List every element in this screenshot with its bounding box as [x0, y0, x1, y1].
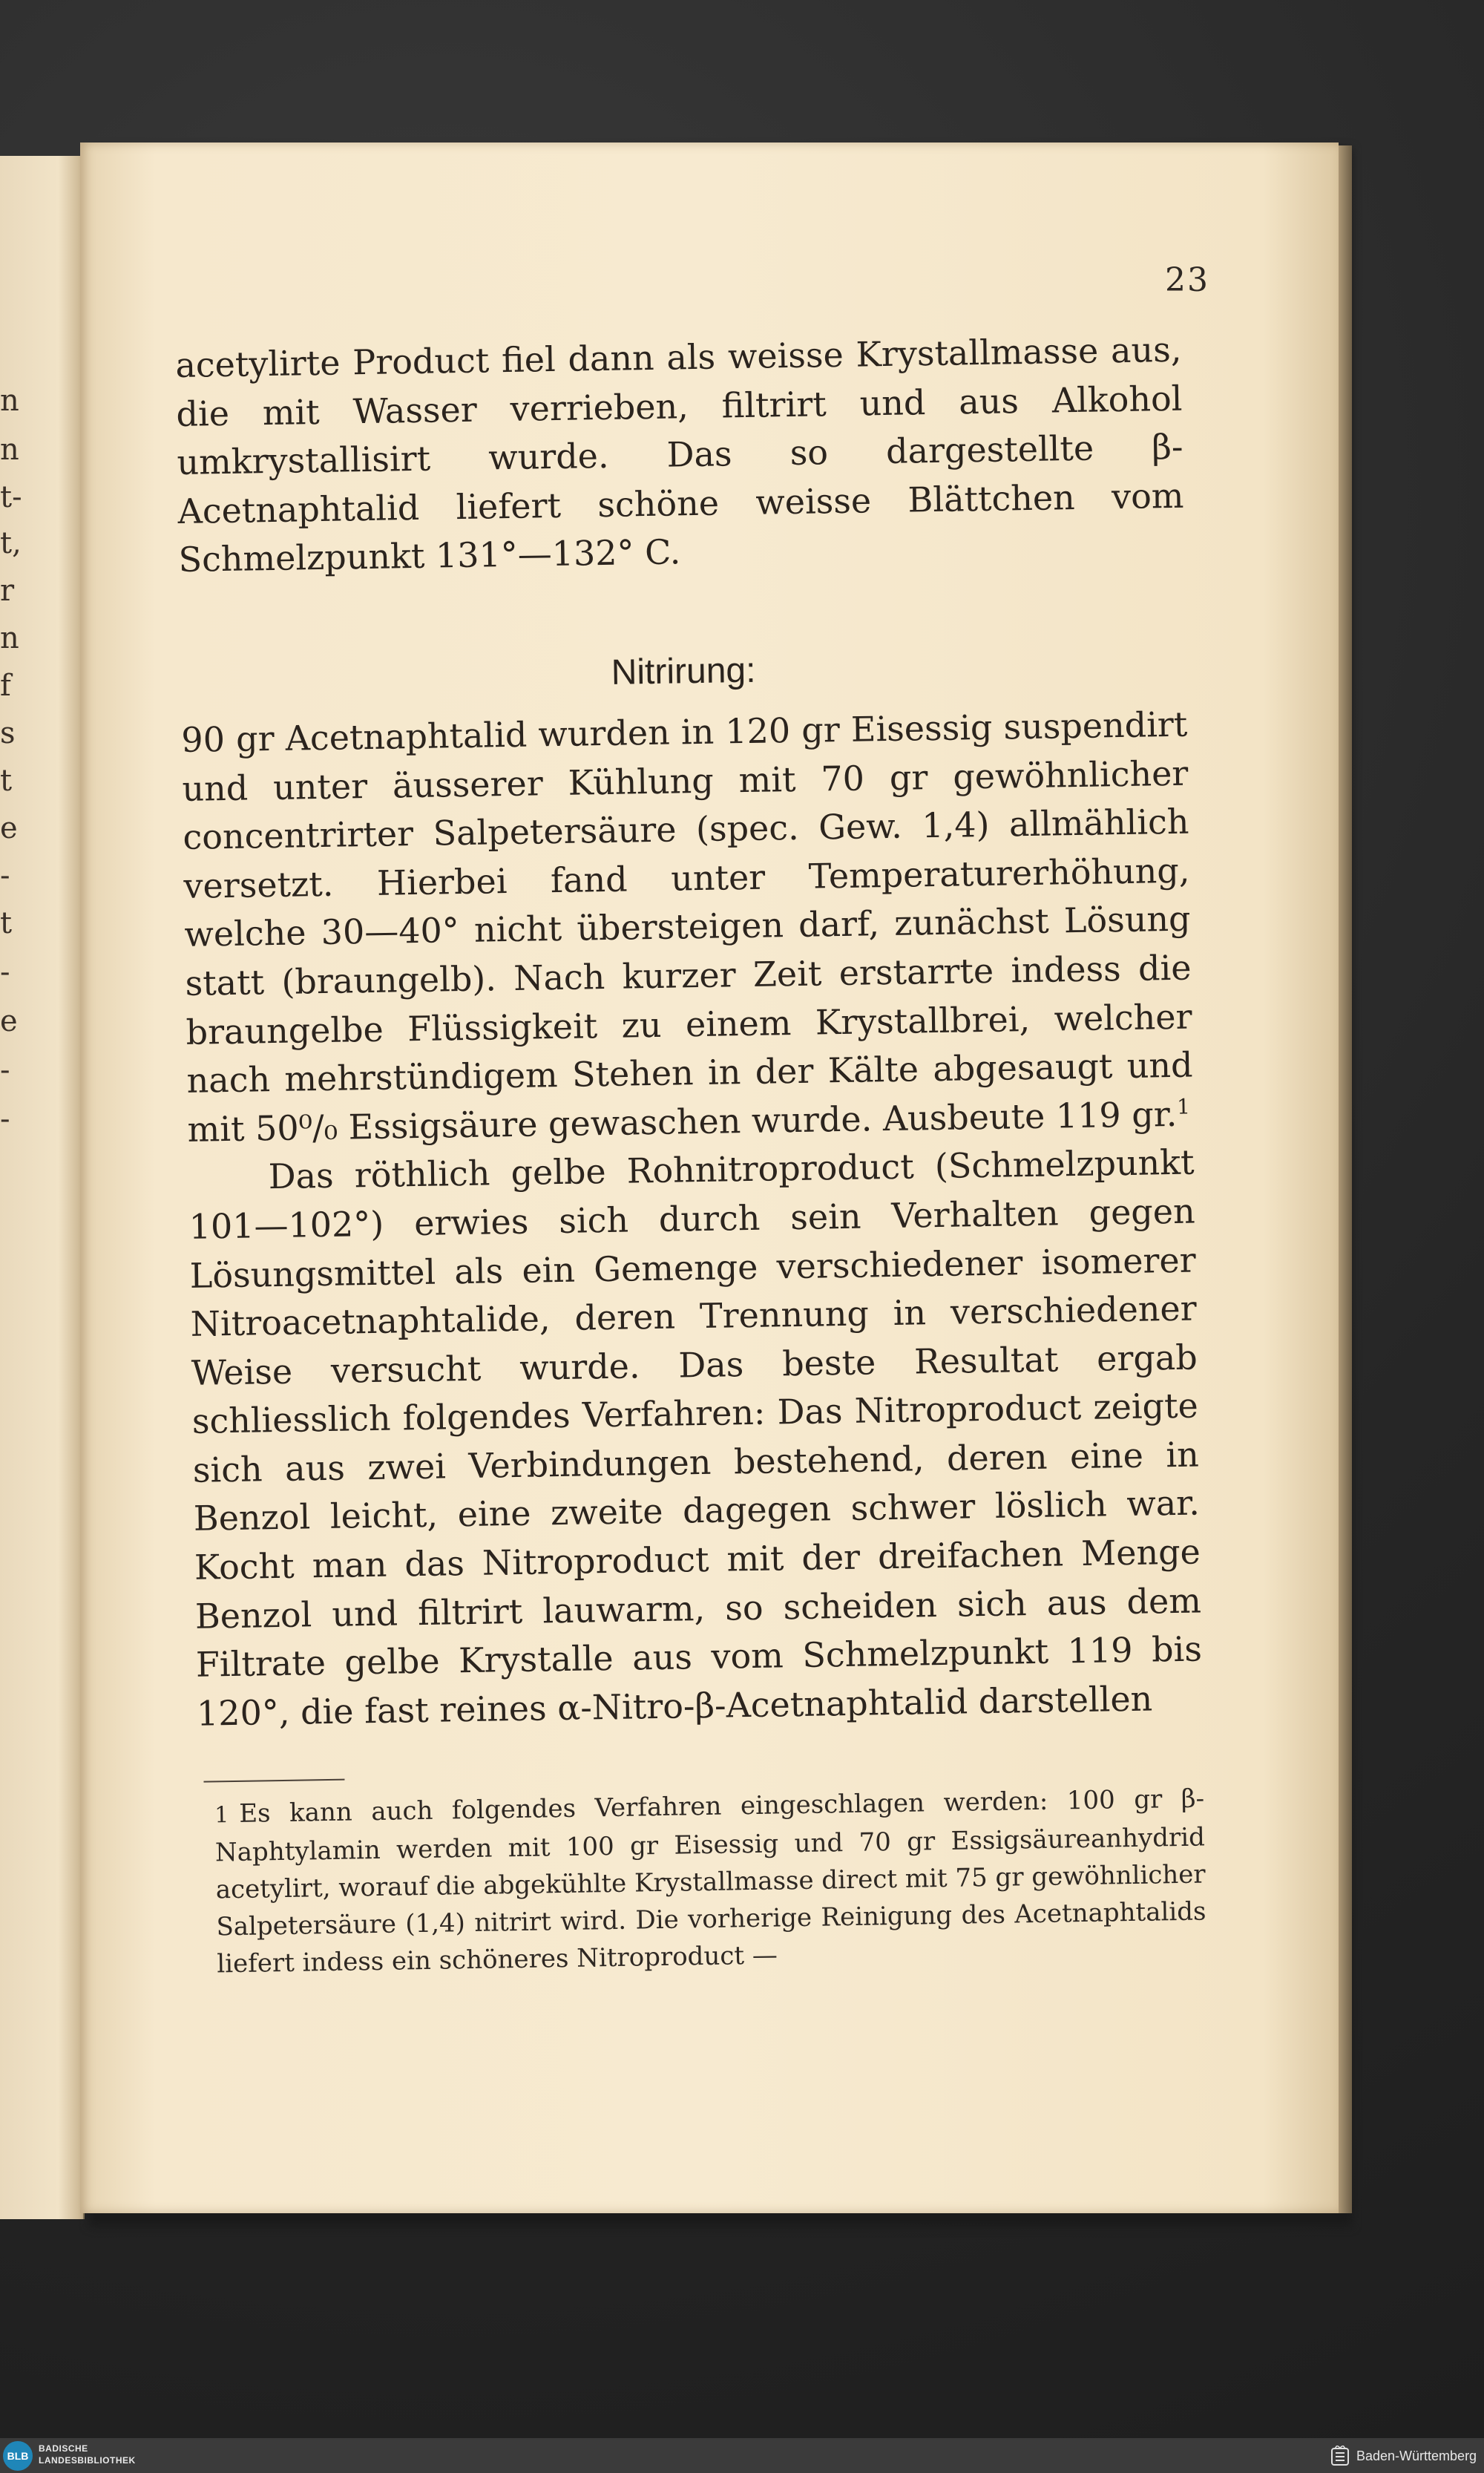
- left-page-fragment: e: [0, 811, 18, 845]
- blb-logo-icon[interactable]: BLB: [3, 2441, 33, 2471]
- left-page-edge: [0, 156, 85, 2219]
- left-page-fragment: e: [0, 1004, 18, 1038]
- page-number: 23: [1165, 261, 1209, 299]
- section-heading: Nitrirung:: [611, 650, 756, 692]
- library-name-line-1: BADISCHE: [39, 2443, 88, 2454]
- left-page-fragment: -: [0, 1053, 10, 1087]
- paragraph-nitration: [181, 701, 1194, 1155]
- left-page-fragment: -: [0, 1102, 10, 1136]
- left-page-fragment: n: [0, 621, 19, 655]
- left-page-fragment: t-: [0, 480, 22, 514]
- footnote-reference: 1: [1176, 1094, 1191, 1119]
- left-page-fragment: t,: [0, 526, 22, 560]
- baden-wuerttemberg-crest-icon: [1330, 2446, 1350, 2466]
- left-page-fragment: t: [0, 906, 13, 940]
- paragraph-acetylation: acetylirte Product fiel dann als weisse Krystallmasse aus, die mit Wasser verrieben, filtrirt und aus Alkohol umkrystallisirt wurde. Das so dargestellte β-Acetnaphtalid liefert schöne weisse Blättchen vom Schmelzpunkt 131°—132° C.: [175, 329, 1184, 580]
- left-page-fragment: n: [0, 384, 19, 418]
- library-name: [39, 2443, 136, 2466]
- footnote-number: 1: [214, 1802, 229, 1829]
- left-page-fragment: s: [0, 716, 16, 750]
- left-page-fragment: t: [0, 764, 13, 798]
- left-page-fragment: f: [0, 669, 11, 703]
- left-page-fragment: -: [0, 859, 10, 893]
- library-footer-bar: [0, 2438, 1484, 2473]
- footnote: [198, 1781, 1207, 1983]
- paragraph-separation: Das röthlich gelbe Rohnitroproduct (Schmelzpunkt 101—102°) erwies sich durch sein Verhalten gegen Lösungsmittel als ein Gemenge verschiedener isomerer Nitroacetnaphtalide, deren Trennung in verschiedener Weise versucht wurde. Das beste Resultat ergab schliesslich folgendes Verfahren: Das Nitroproduct zeigte sich aus zwei Verbindungen bestehend, deren eine in Benzol leicht, eine zweite dagegen schwer löslich war. Kocht man das Nitroproduct mit der dreifachen Menge Benzol und filtrirt lauwarm, so scheiden sich aus dem Filtrate gelbe Krystalle aus vom Schmelzpunkt 119 bis 120°, die fast reines α-Nitro-β-Acetnaphtalid darstellen: [188, 1141, 1203, 1734]
- left-page-fragment: n: [0, 433, 19, 467]
- left-page-fragment: -: [0, 955, 10, 989]
- library-name-line-2: LANDESBIBLIOTHEK: [39, 2455, 136, 2466]
- book-page: [80, 143, 1339, 2213]
- footnote-divider: [203, 1779, 344, 1783]
- page-text: [175, 326, 1207, 1983]
- paragraph-nitration-text: 90 gr Acetnaphtalid wurden in 120 gr Eisessig suspendirt und unter äusserer Kühlung mit 70 gr gewöhnlicher concentrirter Salpetersäure (spec. Gew. 1,4) allmählich versetzt. Hierbei fand unter Temperaturerhöhung, welche 30—40° nicht übersteigen darf, zunächst Lösung statt (braungelb). Nach kurzer Zeit erstarrte indess die braungelbe Flüssigkeit zu einem Krystallbrei, welcher nach mehrstündigem Stehen in der Kälte abgesaugt und mit 50⁰/₀ Essigsäure gewaschen wurde. Ausbeute 119 gr.: [181, 704, 1193, 1150]
- footnote-text: Es kann auch folgendes Verfahren eingeschlagen werden: 100 gr β-Naphtylamin werden mit 100 gr Eisessig und 70 gr Essigsäureanhydrid acetylirt, worauf die abgekühlte Krystallmasse direct mit 75 gr gewöhnlicher Salpetersäure (1,4) nitrirt wird. Die vorherige Reinigung des Acetnaphtalids liefert indess ein schöneres Nitroproduct —: [214, 1783, 1206, 1979]
- state-name[interactable]: Baden-Württemberg: [1356, 2449, 1477, 2463]
- left-page-fragment: r: [0, 574, 15, 608]
